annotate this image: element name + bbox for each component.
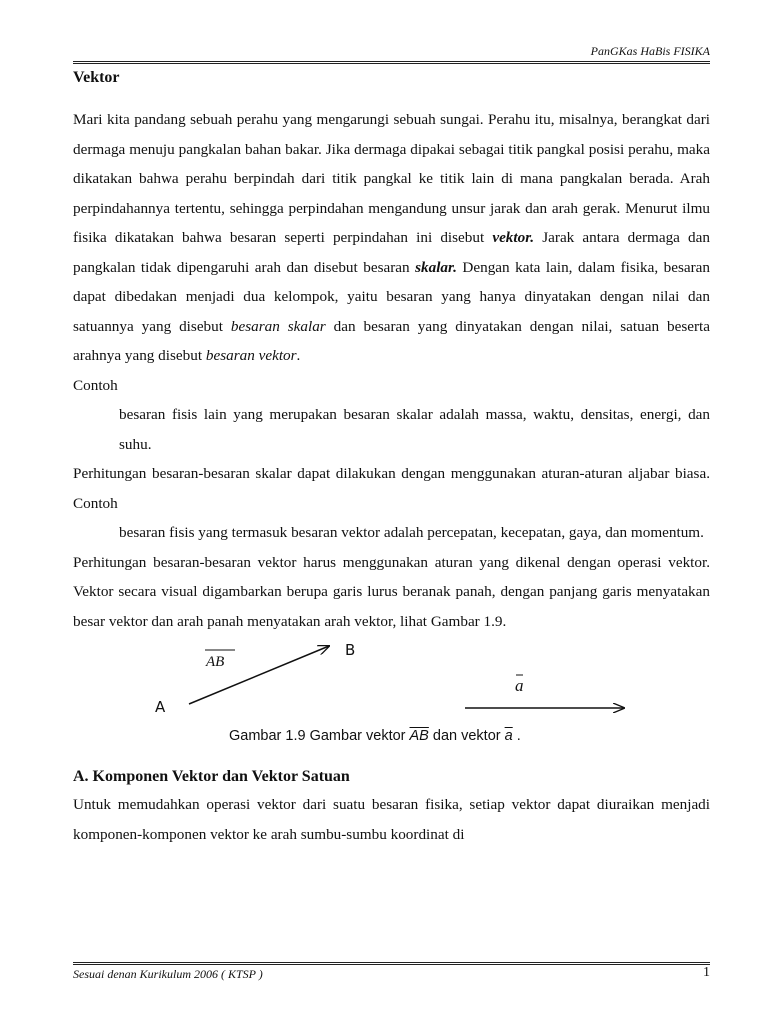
page-number: 1 — [703, 965, 710, 980]
figure-caption: Gambar 1.9 Gambar vektor $\overline{AB}$ dan vektor $\overline{a}$ . — [229, 728, 521, 744]
running-header: PanGKas HaBis FISIKA — [590, 44, 710, 58]
term-skalar: skalar. — [415, 258, 457, 276]
paragraph-scalar-ops: Perhitungan besaran-besaran skalar dapat dilakukan dengan menggunakan aturan-aturan aljabar biasa. Contoh — [73, 465, 710, 512]
paragraph-komponen: Untuk memudahkan operasi vektor dari suatu besaran fisika, setiap vektor dapat diuraikan menjadi komponen-komponen vektor ke arah sumbu-sumbu koordinat di — [73, 796, 710, 843]
footer-curriculum: Sesuai denan Kurikulum 2006 ( KTSP ) — [73, 967, 263, 981]
contoh-label: Contoh — [73, 376, 118, 394]
footer-rule-double — [73, 964, 710, 965]
vector-diagram — [73, 638, 710, 764]
caption-a-symbol: $\overline{a}$ — [504, 728, 513, 744]
paragraph-vector-ops: Perhitungan besaran-besaran vektor harus menggunakan aturan yang dikenal dengan operasi vektor. Vektor secara visual digambarkan berupa garis lurus beranak panah, dengan panjang garis menyatakan besar vektor dan arah panah menyatakan arah vektor, lihat Gambar 1.9. — [73, 553, 710, 630]
figure-vectors — [73, 638, 710, 764]
page-title: Vektor — [73, 69, 120, 86]
footer-rule — [73, 962, 710, 963]
example-vector: besaran fisis yang termasuk besaran vektor adalah percepatan, kecepatan, gaya, dan momentum. — [119, 524, 704, 541]
example-scalar: besaran fisis lain yang merupakan besaran skalar adalah massa, waktu, densitas, energi, dan suhu. — [119, 406, 710, 453]
term-vektor: vektor. — [492, 229, 535, 246]
header-rule — [73, 61, 710, 62]
caption-ab-symbol: $\overline{AB}$ — [409, 728, 429, 744]
vector-ab-label: AB — [206, 654, 225, 670]
paragraph-intro: Mari kita pandang sebuah perahu yang mengarungi sebuah sungai. Perahu itu, misalnya, berangkat dari dermaga menuju pangkalan bahan bakar. Jika dermaga dipakai sebagai titik pangkal posisi perahu, maka dikatakan bahwa perahu berpindah dari titik pangkal ke titik lain di mana pangkalan berada. Arah perpindahannya tertentu, sehingga perpindahan mengandung unsur jarak dan arah gerak. Menurut ilmu fisika dikatakan bahwa besaran seperti perpindahan ini disebut vektor. Jarak antara dermaga dan pangkalan tidak dipengaruhi arah dan disebut besaran skalar. Dengan kata lain, dalam fisika, besaran dapat dibedakan menjadi dua kelompok, yaitu besaran yang hanya dinyatakan dengan nilai dan satuannya yang disebut besaran skalar dan besaran yang dinyatakan dengan nilai, satuan beserta arahnya yang disebut besaran vektor. — [73, 111, 710, 364]
point-a-label: A — [155, 698, 166, 716]
term-besaran-vektor: besaran vektor — [205, 347, 297, 364]
page-content — [73, 63, 710, 849]
vector-a-label: a — [515, 676, 524, 695]
point-b-label: B — [345, 641, 356, 659]
section-heading-komponen: A. Komponen Vektor dan Vektor Satuan — [73, 768, 350, 785]
term-besaran-skalar: besaran skalar — [230, 317, 326, 335]
